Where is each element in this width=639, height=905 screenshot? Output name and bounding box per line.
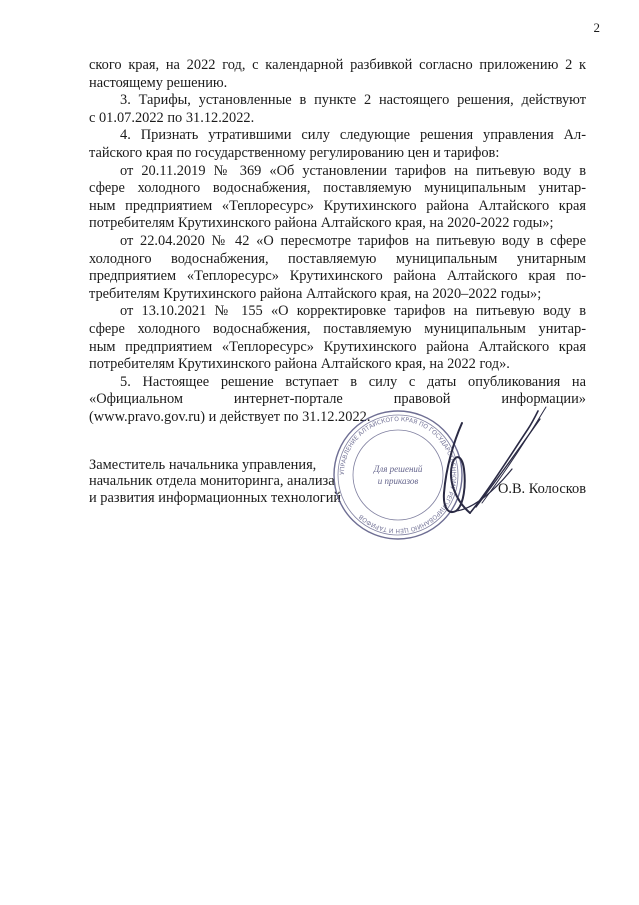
- body-text-line: 5. Настоящее решение вступает в силу с даты опубликования на: [120, 373, 586, 390]
- body-text-line: сфере холодного водоснабжения, поставляемую муниципальным унитар-: [89, 320, 586, 337]
- body-text-line: с 01.07.2022 по 31.12.2022.: [89, 109, 255, 126]
- body-text-line: ным предприятием «Теплоресурс» Крутихинского района Алтайского края: [89, 197, 586, 214]
- body-text-line: от 22.04.2020 № 42 «О пересмотре тарифов на питьевую воду в сфере: [120, 232, 586, 249]
- page-number: 2: [593, 20, 600, 35]
- body-text-line: тайского края по государственному регулированию цен и тарифов:: [89, 144, 500, 161]
- signatory-position-line: Заместитель начальника управления,: [89, 457, 317, 473]
- body-text-line: потребителям Крутихинского района Алтайского края, на 2020-2022 годы»;: [89, 215, 554, 232]
- body-text-line: от 20.11.2019 № 369 «Об установлении тарифов на питьевую воду в: [120, 162, 586, 179]
- body-text-line: требителям Крутихинского района Алтайского края, на 2020–2022 годы»;: [89, 285, 542, 302]
- svg-text:УПРАВЛЕНИЕ АЛТАЙСКОГО КРАЯ ПО: УПРАВЛЕНИЕ АЛТАЙСКОГО КРАЯ ПО ГОСУДАРСТВЕННОМУ РЕГУЛИРОВАНИЮ ЦЕН И ТАРИФОВ: [338, 415, 458, 535]
- body-text-line: 3. Тарифы, установленные в пункте 2 настоящего решения, действуют: [120, 92, 586, 109]
- body-text-line: от 13.10.2021 № 155 «О корректировке тарифов на питьевую воду в: [120, 303, 586, 320]
- body-text-line: холодного водоснабжения, поставляемую муниципальным унитарным: [89, 250, 586, 267]
- body-text-line: ным предприятием «Теплоресурс» Крутихинского района Алтайского края: [89, 338, 586, 355]
- decision-body-text: [89, 57, 586, 426]
- body-text-line: настоящему решению.: [89, 74, 228, 91]
- body-text-line: предприятием «Теплоресурс» Крутихинского района Алтайского края по-: [89, 268, 586, 285]
- handwritten-signature: [400, 395, 550, 535]
- body-text-line: потребителям Крутихинского района Алтайского края, на 2022 год».: [89, 356, 510, 373]
- signatory-position-line: и развития информационных технологий: [89, 489, 342, 506]
- body-text-line: ского края, на 2022 год, с календарной разбивкой согласно приложению 2 к: [89, 57, 586, 73]
- body-text-line: (www.pravo.gov.ru) и действует по 31.12.2022.: [89, 408, 371, 425]
- signatory-position-line: начальник отдела мониторинга, анализа: [89, 473, 335, 490]
- body-text-line: «Официальном интернет-портале правовой информации»: [89, 391, 586, 408]
- body-text-line: сфере холодного водоснабжения, поставляемую муниципальным унитар-: [89, 180, 586, 197]
- svg-text:и приказов: и приказов: [377, 476, 419, 486]
- svg-text:Для решений: Для решений: [373, 464, 423, 474]
- body-text-line: 4. Признать утратившими силу следующие решения управления Ал-: [120, 127, 586, 144]
- signatory-name: О.В. Колосков: [497, 481, 586, 497]
